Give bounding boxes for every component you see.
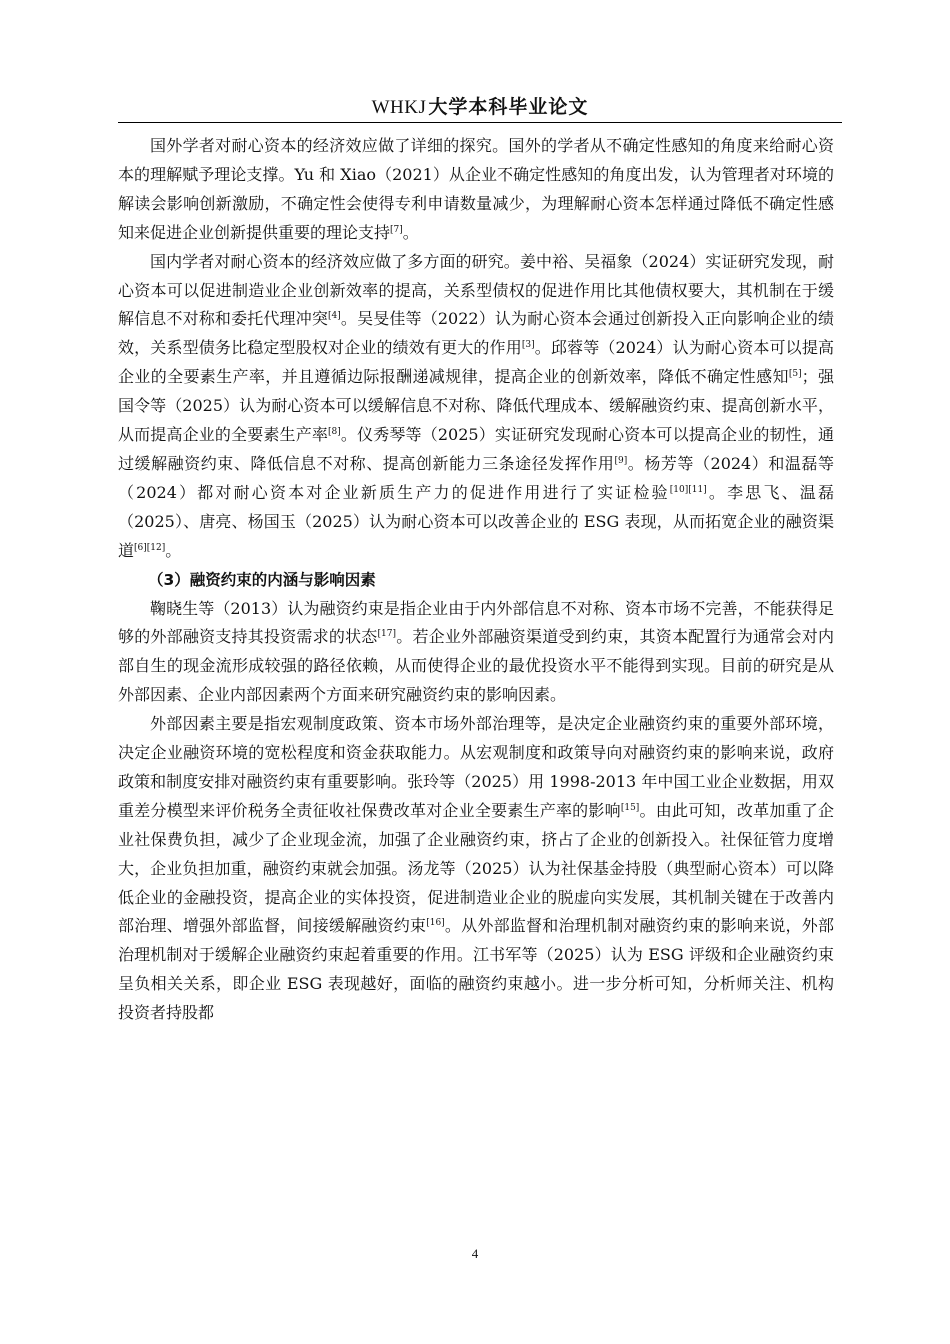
paragraph-text: 。由此可知，改革加重了企业社保费负担，减少了企业现金流，加强了企业融资约束，挤占了企业的创新投入。社保征管力度增大，企业负担加重，融资约束就会加强。汤龙等（2025）认为社保基金持股（典型耐心资本）可以降低企业的金融投资，提高企业的实体投资，促进制造业企业的脱虚向实发展，其机制关键在于改善内部治理、增强外部监督，间接缓解融资约束 [118, 800, 834, 936]
paragraph-text: 。李思飞、温磊（2025）、唐亮、杨国玉（2025）认为耐心资本可以改善企业的 ESG 表现，从而拓宽企业的融资渠道 [118, 482, 834, 560]
paragraph-text: 。仪秀琴等（2025）实证研究发现耐心资本可以提高企业的韧性，通过缓解融资约束、降低信息不对称、提高创新能力三条途径发挥作用 [118, 425, 834, 473]
paragraph-text: 国内学者对耐心资本的经济效应做了多方面的研究。姜中裕、吴福象（2024）实证研究发现，耐心资本可以促进制造业企业创新效率的提高，关系型债权的促进作用比其他债权要大，其机制在于缓解信息不对称和委托代理冲突 [118, 251, 834, 329]
section-heading: （3）融资约束的内涵与影响因素 [148, 570, 376, 589]
paragraph-text: 。 [402, 222, 419, 242]
citation: [10][11] [669, 484, 707, 495]
paragraph-financing-constraint-definition [118, 595, 834, 711]
paragraph-text: 。吴旻佳等（2022）认为耐心资本会通过创新投入正向影响企业的绩效，关系型债务比稳定型股权对企业的绩效有更大的作用 [118, 309, 834, 358]
citation: [6][12] [134, 542, 166, 553]
header-latin: WHKJ [371, 97, 427, 118]
paragraph-text: 。 [165, 540, 182, 560]
citation: [5] [788, 369, 802, 380]
document-body [118, 132, 834, 1028]
header-rule [118, 122, 842, 123]
citation: [3] [521, 340, 535, 351]
paragraph-text: 鞠晓生等（2013）认为融资约束是指企业由于内外部信息不对称、资本市场不完善，不能获得足够的外部融资支持其投资需求的状态 [118, 598, 834, 647]
citation: [15] [620, 802, 640, 813]
paragraph-external-factors [118, 710, 834, 1028]
citation: [17] [377, 629, 397, 640]
paragraph-text: 。若企业外部融资渠道受到约束，其资本配置行为通常会对内部自生的现金流形成较强的路径依赖，从而使得企业的最优投资水平不能得到实现。目前的研究是从外部因素、企业内部因素两个方面来研究融资约束的影响因素。 [118, 627, 834, 705]
paragraph-text: 。从外部监督和治理机制对融资约束的影响来说，外部治理机制对于缓解企业融资约束起着重要的作用。江书军等（2025）认为 ESG 评级和企业融资约束呈负相关关系，即企业 ESG 表现越好，面临的融资约束越小。进一步分析可知，分析师关注、机构投资者持股都 [118, 916, 834, 1023]
paragraph-foreign-studies [118, 132, 834, 248]
citation: [4] [328, 311, 341, 322]
citation: [7] [390, 224, 403, 235]
paragraph-text: ；强国令等（2025）认为耐心资本可以缓解信息不对称、降低代理成本、缓解融资约束、提高创新水平，从而提高企业的全要素生产率 [118, 367, 834, 445]
paragraph-text: 。杨芳等（2024）和温磊等（2024）都对耐心资本对企业新质生产力的促进作用进行了实证检验 [118, 453, 834, 502]
header-title: 大学本科毕业论文 [428, 96, 589, 118]
paragraph-domestic-studies [118, 248, 834, 566]
citation: [16] [426, 918, 445, 929]
page-number: 4 [471, 1246, 479, 1261]
paragraph-text: 国外学者对耐心资本的经济效应做了详细的探究。国外的学者从不确定性感知的角度来给耐心资本的理解赋予理论支撑。Yu 和 Xiao（2021）从企业不确定性感知的角度出发，认为管理者对环境的解读会影响创新激励，不确定性会使得专利申请数量减少，为理解耐心资本怎样通过降低不确定性感知来促进企业创新提供重要的理论支持 [118, 136, 834, 242]
paragraph-text: 外部因素主要是指宏观制度政策、资本市场外部治理等，是决定企业融资约束的重要外部环境，决定企业融资环境的宽松程度和资金获取能力。从宏观制度和政策导向对融资约束的影响来说，政府政策和制度安排对融资约束有重要影响。张玲等（2025）用 1998-2013 年中国工业企业数据，用双重差分模型来评价税务全责征收社保费改革对企业全要素生产率的影响 [118, 714, 834, 820]
citation: [9] [614, 455, 628, 466]
paragraph-text: 。邱蓉等（2024）认为耐心资本可以提高企业的全要素生产率，并且遵循边际报酬递减规律，提高企业的创新效率，降低不确定性感知 [118, 338, 834, 387]
page-header [118, 92, 842, 122]
citation: [8] [328, 427, 341, 438]
